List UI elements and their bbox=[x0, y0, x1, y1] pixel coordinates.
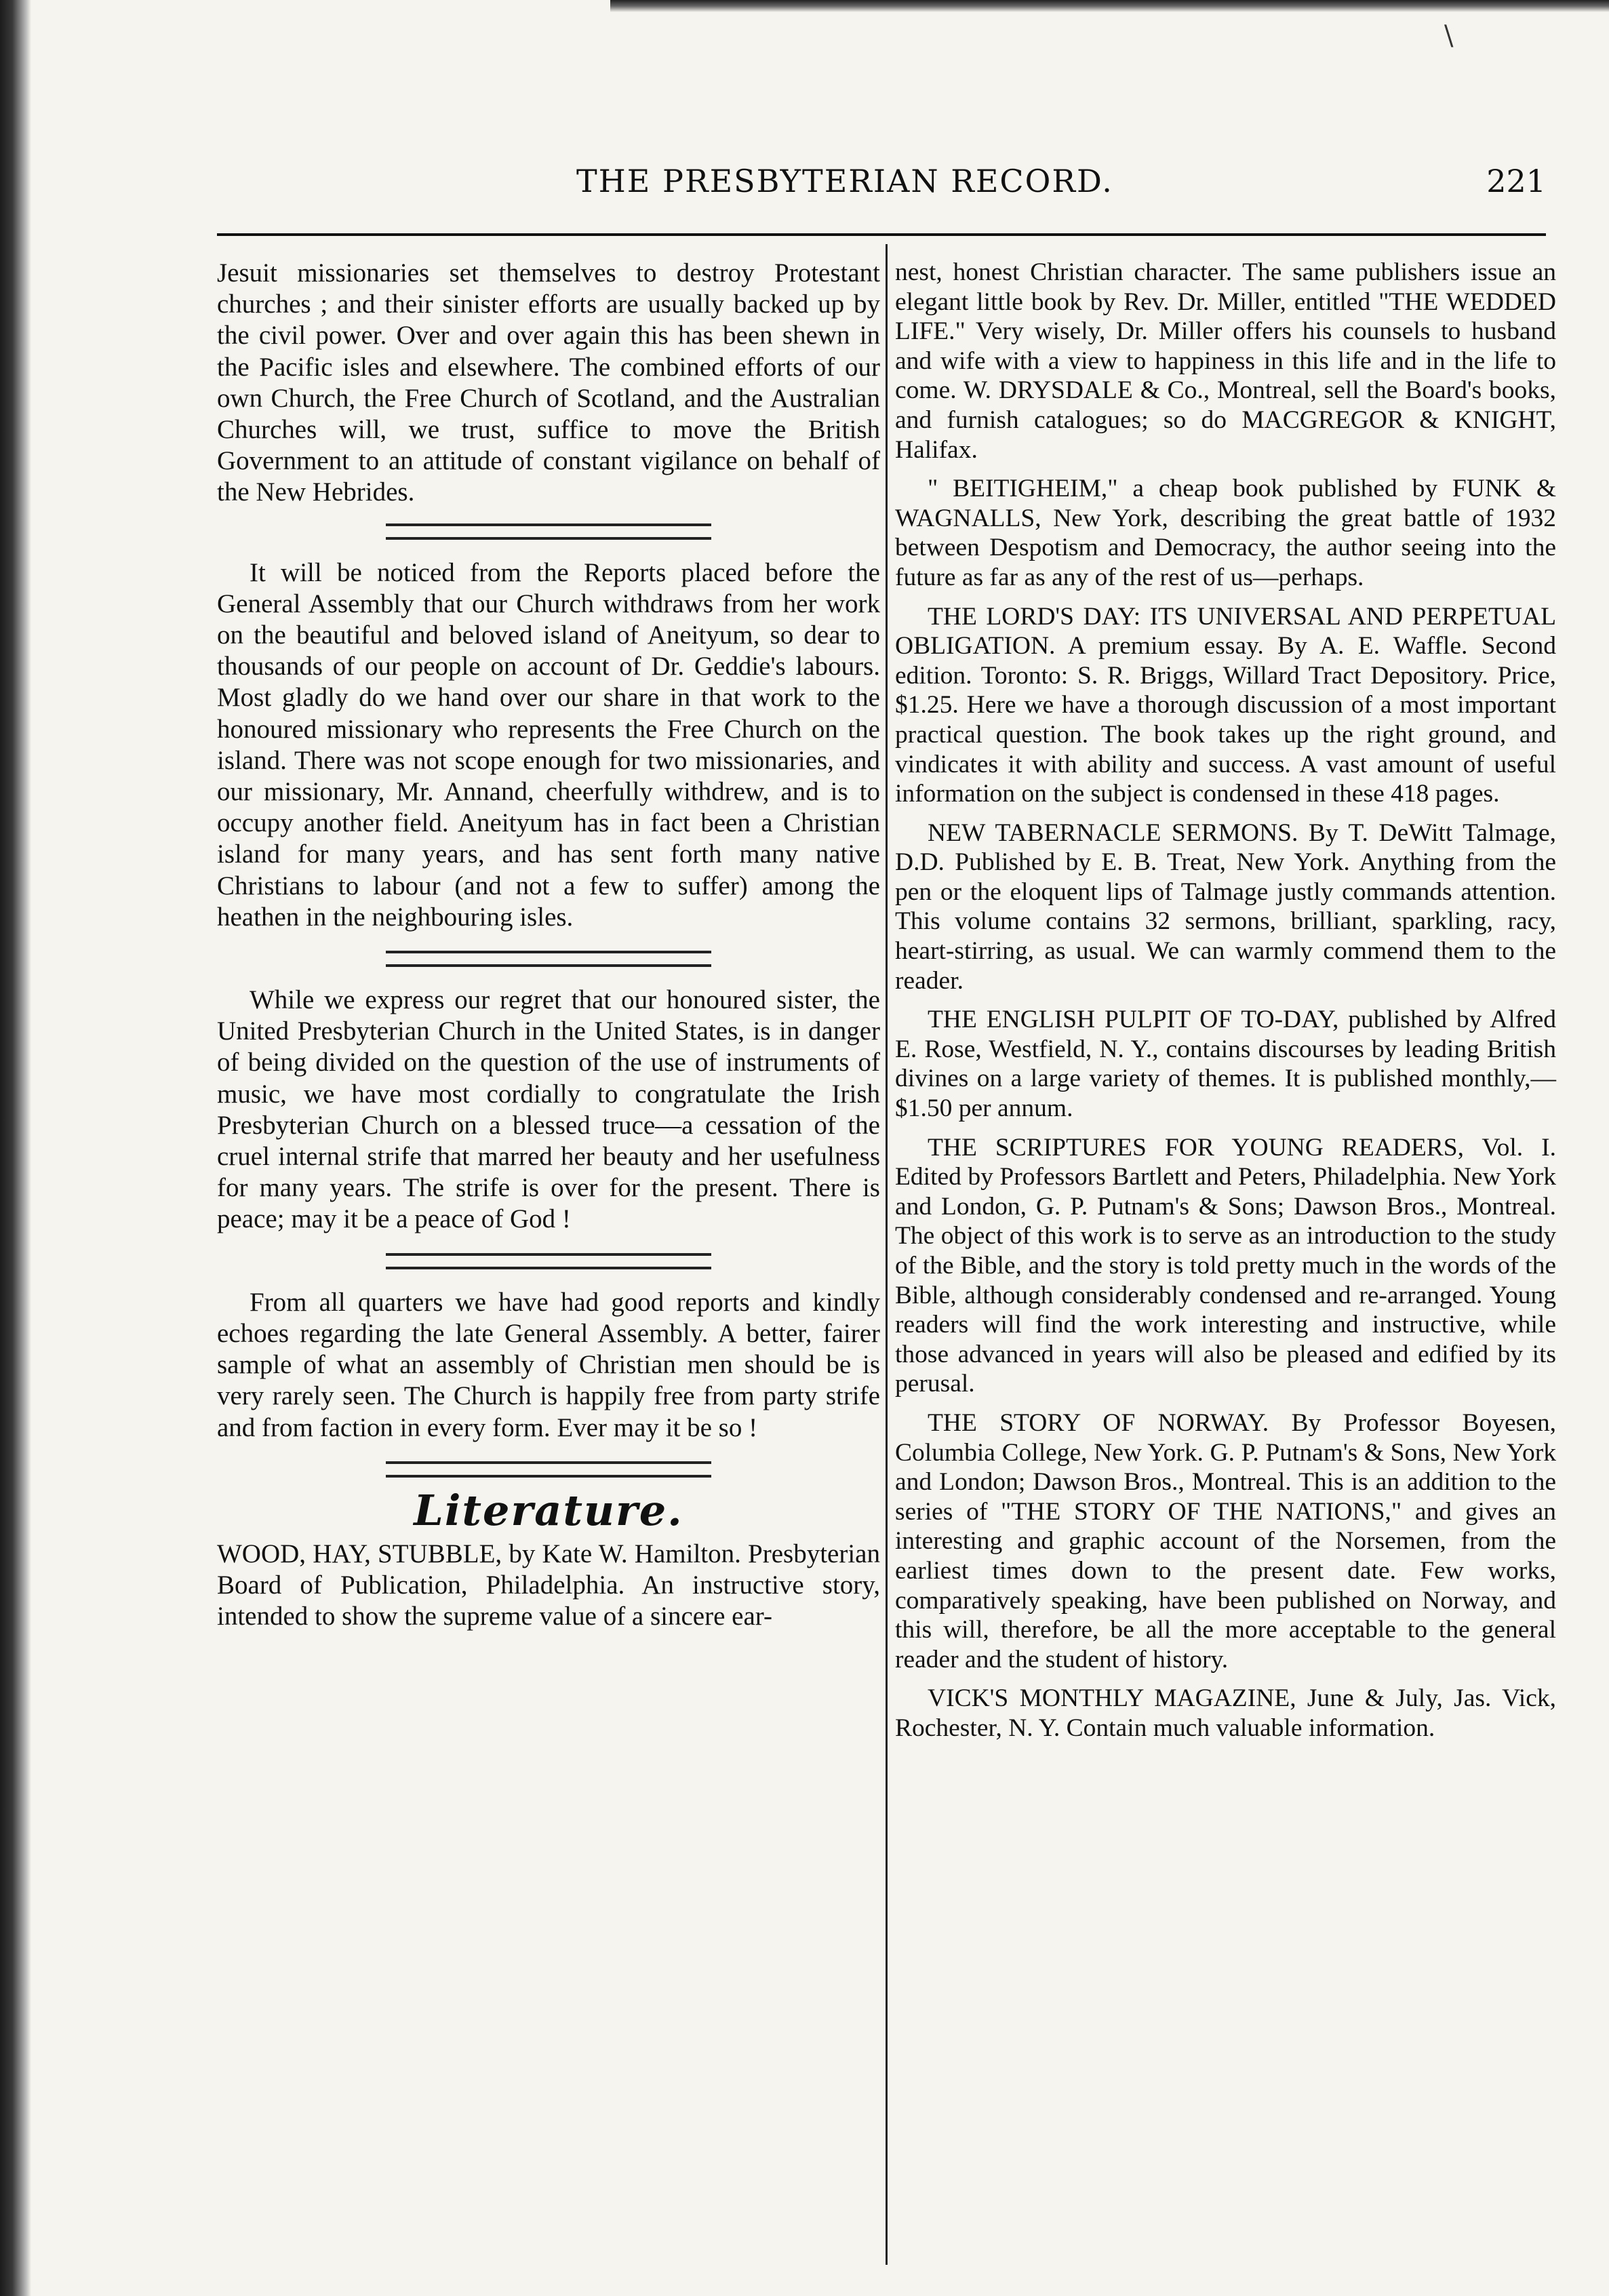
section-separator bbox=[386, 1461, 711, 1478]
page-header bbox=[217, 163, 1546, 217]
top-scan-edge bbox=[610, 0, 1609, 12]
running-title: THE PRESBYTERIAN RECORD. bbox=[576, 163, 1113, 199]
book-entry: THE LORD'S DAY: ITS UNIVERSAL AND PERPETUAL OBLIGATION. A premium essay. By A. E. Waffle. Second edition. Toronto: S. R. Briggs, Willard Tract Depository. Price, $1.25. Here we have a thorough discussion of a most important practical question. The book takes up the right ground, and vindicates it with ability and success. A vast amount of useful information on the subject is condensed in these 418 pages. bbox=[895, 602, 1556, 808]
column-divider bbox=[886, 244, 888, 2265]
scan-mark: \ bbox=[1444, 20, 1454, 52]
left-column bbox=[217, 258, 880, 1633]
section-separator bbox=[386, 1253, 711, 1269]
paragraph-general-assembly: From all quarters we have had good reports and kindly echoes regarding the late General Assembly. A better, fairer sample of what an assembly of Christian men should be is very rarely seen. The Church is happily free from party strife and from faction in every form. Ever may it be so ! bbox=[217, 1287, 880, 1442]
book-entry: THE STORY OF NORWAY. By Professor Boyesen, Columbia College, New York. G. P. Putnam's & Sons, New York and London; Dawson Bros., Montreal. This is an addition to the series of "THE STORY OF THE NATIONS," and gives an interesting and graphic account of the Norsemen, from the earliest times down to the present date. Few works, comparatively speaking, have been published on Norway, and this will, therefore, be all the more acceptable to the general reader and the student of history. bbox=[895, 1408, 1556, 1674]
section-separator bbox=[386, 951, 711, 967]
header-rule bbox=[217, 233, 1546, 236]
book-entry: VICK'S MONTHLY MAGAZINE, June & July, Jas. Vick, Rochester, N. Y. Contain much valuable information. bbox=[895, 1684, 1556, 1742]
paragraph-new-hebrides: Jesuit missionaries set themselves to destroy Protestant churches ; and their sinister efforts are usually backed up by the civil power. Over and over again this has been shewn in the Pacific isles and elsewhere. The combined efforts of our own Church, the Free Church of Scotland, and the Australian Churches will, we trust, suffice to move the British Government to an attitude of constant vigilance on behalf of the New Hebrides. bbox=[217, 258, 880, 507]
book-entry: " BEITIGHEIM," a cheap book published by FUNK & WAGNALLS, New York, describing the great battle of 1932 between Despotism and Democracy, the author seeing into the future as far as any of the rest of us—perhaps. bbox=[895, 475, 1556, 591]
section-separator bbox=[386, 523, 711, 540]
book-entry: nest, honest Christian character. The same publishers issue an elegant little book by Rev. Dr. Miller, entitled "THE WEDDED LIFE." Very wisely, Dr. Miller offers his counsels to husband and wife with a view to happiness in this life and in the life to come. W. DRYSDALE & Co., Montreal, sell the Board's books, and furnish catalogues; so do MACGREGOR & KNIGHT, Halifax. bbox=[895, 258, 1556, 464]
literature-first-entry: WOOD, HAY, STUBBLE, by Kate W. Hamilton. Presbyterian Board of Publication, Philadelphia. An instructive story, intended to show the supreme value of a sincere ear- bbox=[217, 1539, 880, 1631]
right-column bbox=[895, 258, 1556, 1753]
literature-heading: Literature. bbox=[414, 1485, 683, 1535]
book-entry: THE SCRIPTURES FOR YOUNG READERS, Vol. I. Edited by Professors Bartlett and Peters, Philadelphia. New York and London, G. P. Putnam's & Sons; Dawson Bros., Montreal. The object of this work is to serve as an introduction to the study of the Bible, and the story is told pretty much in the words of the Bible, although considerably condensed and re-arranged. Young readers will find the work interesting and instructive, while those advanced in years will also be pleased and edified by its perusal. bbox=[895, 1133, 1556, 1398]
book-entry: NEW TABERNACLE SERMONS. By T. DeWitt Talmage, D.D. Published by E. B. Treat, New York. Anything from the pen or the eloquent lips of Talmage justly commands attention. This volume contains 32 sermons, brilliant, sparkling, racy, heart-stirring, as usual. We can warmly commend them to the reader. bbox=[895, 818, 1556, 995]
page-spine-shadow bbox=[0, 0, 31, 2296]
paragraph-aneityum: It will be noticed from the Reports placed before the General Assembly that our Church withdraws from her work on the beautiful and beloved island of Aneityum, so dear to thousands of our people on account of Dr. Geddie's labours. Most gladly do we hand over our share in that work to the honoured missionary who represents the Free Church on the island. There was not scope enough for two missionaries, and our missionary, Mr. Annand, cheerfully withdrew, and is to occupy another field. Aneityum has in fact been a Christian island for many years, and has sent forth many native Christians to labour (and not a few to suffer) among the heathen in the neighbouring isles. bbox=[217, 557, 880, 932]
paragraph-irish-church: While we express our regret that our honoured sister, the United Presbyterian Church in the United States, is in danger of being divided on the question of the use of instruments of music, we have most cordially to congratulate the Irish Presbyterian Church on a blessed truce—a cessation of the cruel internal strife that marred her beauty and her usefulness for many years. The strife is over for the present. There is peace; may it be a peace of God ! bbox=[217, 985, 880, 1234]
book-entry: THE ENGLISH PULPIT OF TO-DAY, published by Alfred E. Rose, Westfield, N. Y., contains discourses by leading British divines on a large variety of themes. It is published monthly,—$1.50 per annum. bbox=[895, 1006, 1556, 1123]
page-number: 221 bbox=[1486, 163, 1546, 199]
